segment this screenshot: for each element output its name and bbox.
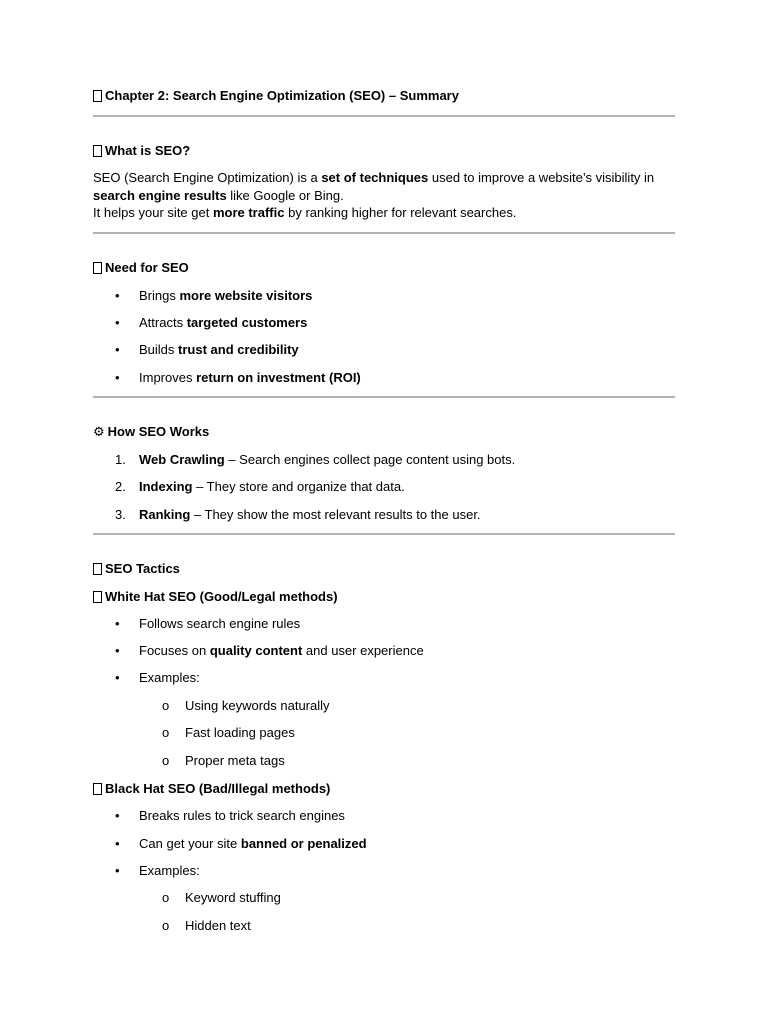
missing-glyph-icon [93, 591, 102, 603]
section-heading-seo-tactics: SEO Tactics [93, 560, 180, 577]
bullet-icon: • [115, 670, 120, 685]
missing-glyph-icon [93, 90, 102, 102]
missing-glyph-icon [93, 783, 102, 795]
bullet-icon: • [115, 863, 120, 878]
section-heading-what-is-seo: What is SEO? [93, 142, 190, 159]
divider [93, 232, 675, 234]
bullet-icon: • [115, 808, 120, 823]
subheading-black-hat: Black Hat SEO (Bad/Illegal methods) [93, 780, 330, 797]
subheading-white-hat: White Hat SEO (Good/Legal methods) [93, 588, 338, 605]
gear-icon: ⚙ [93, 424, 105, 439]
section-heading-how-seo-works: ⚙ How SEO Works [93, 424, 210, 439]
bullet-icon: • [115, 370, 120, 385]
sub-bullet-icon: o [162, 753, 170, 768]
divider [93, 396, 675, 398]
paragraph-line: search engine results like Google or Bing. [93, 188, 344, 203]
page-title: Chapter 2: Search Engine Optimization (SEO) – Summary [93, 87, 459, 104]
bullet-icon: • [115, 288, 120, 303]
sub-bullet-icon: o [162, 698, 170, 713]
missing-glyph-icon [93, 563, 102, 575]
section-heading-need-for-seo: Need for SEO [93, 259, 189, 276]
paragraph-line: It helps your site get more traffic by ranking higher for relevant searches. [93, 205, 517, 220]
bullet-icon: • [115, 315, 120, 330]
missing-glyph-icon [93, 145, 102, 157]
paragraph-line: SEO (Search Engine Optimization) is a set of techniques used to improve a website’s visibility in [93, 170, 655, 185]
bullet-icon: • [115, 836, 120, 851]
sub-bullet-icon: o [162, 918, 170, 933]
divider [93, 115, 675, 117]
sub-bullet-icon: o [162, 725, 170, 740]
bullet-icon: • [115, 342, 120, 357]
bullet-icon: • [115, 643, 120, 658]
missing-glyph-icon [93, 262, 102, 274]
divider [93, 533, 675, 535]
bullet-icon: • [115, 616, 120, 631]
sub-bullet-icon: o [162, 890, 170, 905]
